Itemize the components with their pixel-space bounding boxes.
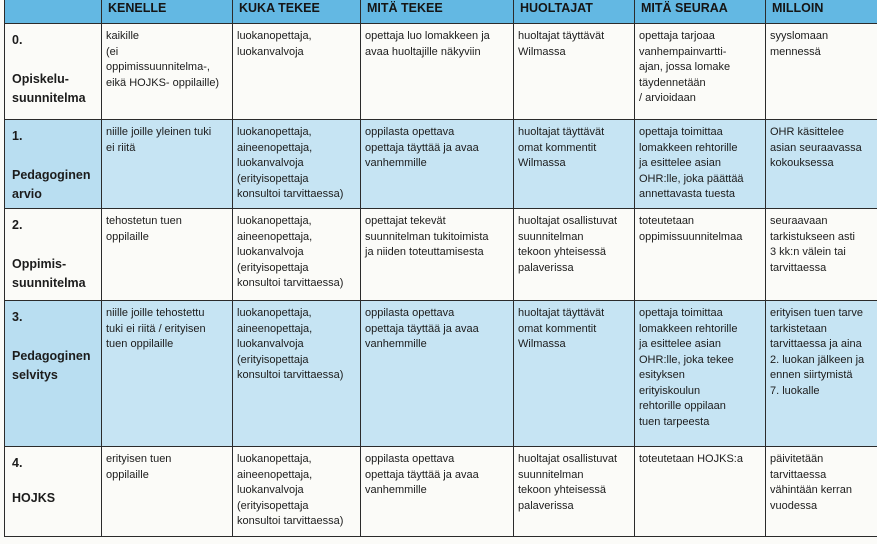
cell-line: luokanopettaja, [237, 126, 312, 138]
cell-line: huoltajat täyttävät [518, 126, 605, 138]
cell-line: suunnitelman [518, 230, 584, 243]
cell-line: vanhemmille [365, 484, 427, 496]
cell-line: aineenopettaja, [237, 141, 313, 154]
cell-line: tuen tarpeesta [639, 415, 710, 428]
cell-line: oppilaille [106, 230, 149, 243]
cell-line: huoltajat osallistuvat [518, 453, 618, 465]
cell-kuka [233, 120, 361, 209]
cell-line: opettaja toimittaa [639, 126, 723, 138]
cell-line: rehtorille oppilaan [639, 400, 726, 412]
cell-line: vuodessa [770, 499, 818, 512]
cell-line: vanhemmille [365, 157, 427, 169]
table-row [5, 24, 877, 120]
cell-line: avaa huoltajille näkyviin [365, 45, 481, 58]
cell-line: erityiskoulun [639, 384, 701, 397]
cell-line: erityisen tuen [106, 453, 172, 465]
stage-name: selvitys [12, 368, 58, 382]
cell-line: vanhempainvartti- [639, 45, 727, 58]
cell-line: OHR:lle, joka päättää [639, 172, 744, 185]
cell-line: ajan, jossa lomake [639, 61, 731, 73]
cell-line: tehostetun tuen [106, 215, 182, 227]
cell-line: (erityisopettaja [237, 353, 309, 366]
cell-line: konsultoi tarvittaessa) [237, 369, 344, 381]
cell-line: lomakkeen rehtorille [639, 141, 738, 154]
cell-line: aineenopettaja, [237, 230, 313, 243]
cell-line: omat kommentit [518, 141, 597, 154]
cell-line: huoltajat täyttävät [518, 30, 605, 42]
cell-line: toteutetaan [639, 215, 695, 227]
cell-milloin [766, 209, 877, 301]
stage-name: Oppimis- [12, 257, 67, 271]
cell-line: Wilmassa [518, 45, 566, 58]
cell-line: tarkistetaan [770, 322, 827, 335]
stage-number: 3. [12, 310, 23, 324]
cell-line: opettaja täyttää ja avaa [365, 322, 479, 335]
cell-line: tuen oppilaille [106, 338, 174, 350]
cell-line: Wilmassa [518, 338, 566, 350]
cell-line: luokanvalvoja [237, 484, 304, 496]
cell-line: oppilasta opettava [365, 307, 455, 319]
header-row [5, 0, 877, 24]
cell-kenelle [102, 24, 233, 120]
cell-kenelle [102, 120, 233, 209]
stage-cell [5, 209, 102, 301]
cell-line: omat kommentit [518, 322, 597, 335]
header-kenelle: KENELLE [102, 0, 233, 24]
cell-line: kokouksessa [770, 157, 834, 169]
table-row [5, 447, 877, 537]
stage-name: suunnitelma [12, 91, 86, 105]
table-row [5, 120, 877, 209]
cell-line: (erityisopettaja [237, 172, 309, 185]
cell-line: opettaja täyttää ja avaa [365, 141, 479, 154]
cell-line: oppilaille [106, 468, 149, 481]
cell-line: 3 kk:n välein tai [770, 246, 846, 258]
cell-line: OHR käsittelee [770, 126, 844, 138]
cell-kenelle [102, 447, 233, 537]
cell-seuraa [635, 120, 766, 209]
header-stage [5, 0, 102, 24]
cell-line: aineenopettaja, [237, 468, 313, 481]
cell-line: oppilasta opettava [365, 126, 455, 138]
stage-name: Pedagoginen [12, 168, 91, 182]
header-mita-tekee: MITÄ TEKEE [361, 0, 514, 24]
stage-cell [5, 24, 102, 120]
cell-huoltajat [514, 209, 635, 301]
stage-number: 0. [12, 33, 23, 47]
cell-seuraa [635, 24, 766, 120]
stage-name: Opiskelu- [12, 72, 69, 86]
cell-huoltajat [514, 120, 635, 209]
cell-line: täydennetään [639, 76, 706, 89]
cell-line: luokanopettaja, [237, 215, 312, 227]
cell-seuraa [635, 301, 766, 447]
cell-line: (erityisopettaja [237, 499, 309, 512]
cell-line: konsultoi tarvittaessa) [237, 188, 344, 200]
cell-line: tarvittaessa ja aina [770, 338, 862, 350]
cell-line: tarkistukseen asti [770, 230, 855, 243]
cell-line: OHR:lle, joka tekee [639, 353, 734, 366]
cell-line: mennessä [770, 45, 821, 58]
cell-line: päivitetään [770, 453, 824, 465]
stage-cell [5, 301, 102, 447]
cell-line: luokanvalvoja [237, 157, 304, 169]
cell-line: luokanopettaja, [237, 30, 312, 42]
cell-line: 2. luokan jälkeen ja [770, 353, 865, 366]
cell-line: niille joille yleinen tuki [106, 126, 212, 138]
stage-number: 1. [12, 129, 23, 143]
cell-line: seuraavaan [770, 215, 828, 227]
cell-line: ja esittelee asian [639, 157, 721, 169]
cell-line: oppimissuunnitelma-, [106, 61, 210, 73]
cell-huoltajat [514, 447, 635, 537]
cell-mita [361, 447, 514, 537]
cell-line: asian seuraavassa [770, 141, 862, 154]
cell-line: ei riitä [106, 141, 136, 154]
cell-line: palaverissa [518, 499, 574, 512]
cell-milloin [766, 301, 877, 447]
cell-line: Wilmassa [518, 157, 566, 169]
cell-seuraa [635, 209, 766, 301]
cell-line: luokanopettaja, [237, 307, 312, 319]
cell-line: konsultoi tarvittaessa) [237, 277, 344, 289]
cell-line: erityisen tuen tarve [770, 307, 863, 319]
cell-kuka [233, 301, 361, 447]
cell-mita [361, 120, 514, 209]
cell-line: suunnitelman [518, 468, 584, 481]
header-milloin: MILLOIN [766, 0, 877, 24]
stage-cell [5, 447, 102, 537]
table-row [5, 209, 877, 301]
cell-line: opettajat tekevät [365, 215, 446, 227]
cell-line: eikä HOJKS- oppilaille) [106, 76, 220, 89]
cell-milloin [766, 120, 877, 209]
cell-mita [361, 209, 514, 301]
cell-line: huoltajat osallistuvat [518, 215, 618, 227]
cell-seuraa [635, 447, 766, 537]
cell-milloin [766, 447, 877, 537]
cell-line: tarvittaessa [770, 468, 827, 481]
cell-line: palaverissa [518, 261, 574, 274]
cell-kuka [233, 209, 361, 301]
cell-line: aineenopettaja, [237, 322, 313, 335]
cell-line: kaikille [106, 30, 140, 42]
cell-line: luokanvalvoja [237, 246, 304, 258]
cell-line: tekoon yhteisessä [518, 246, 607, 258]
cell-line: opettaja luo lomakkeen ja [365, 30, 490, 42]
cell-line: niille joille tehostettu [106, 307, 205, 319]
cell-line: / arvioidaan [639, 92, 696, 104]
cell-kuka [233, 447, 361, 537]
cell-line: oppilasta opettava [365, 453, 455, 465]
cell-huoltajat [514, 24, 635, 120]
header-kuka-tekee: KUKA TEKEE [233, 0, 361, 24]
cell-line: 7. luokalle [770, 384, 820, 397]
cell-line: luokanvalvoja [237, 45, 304, 58]
header-huoltajat: HUOLTAJAT [514, 0, 635, 24]
cell-line: esityksen [639, 369, 685, 381]
cell-line: (ei [106, 45, 119, 58]
cell-line: ennen siirtymistä [770, 369, 853, 381]
stage-number: 4. [12, 456, 23, 470]
cell-line: tarvittaessa [770, 261, 827, 274]
cell-mita [361, 301, 514, 447]
cell-line: syyslomaan [770, 30, 829, 42]
stage-name: suunnitelma [12, 276, 86, 290]
header-mita-seuraa: MITÄ SEURAA [635, 0, 766, 24]
cell-line: opettaja toimittaa [639, 307, 723, 319]
cell-line: luokanopettaja, [237, 453, 312, 465]
stage-number: 2. [12, 218, 23, 232]
support-process-table [4, 0, 877, 537]
cell-huoltajat [514, 301, 635, 447]
cell-kenelle [102, 301, 233, 447]
cell-line: (erityisopettaja [237, 261, 309, 274]
cell-line: toteutetaan HOJKS:a [639, 453, 743, 465]
stage-cell [5, 120, 102, 209]
cell-line: vanhemmille [365, 338, 427, 350]
cell-line: luokanvalvoja [237, 338, 304, 350]
cell-mita [361, 24, 514, 120]
table-row [5, 301, 877, 447]
cell-milloin [766, 24, 877, 120]
cell-line: opettaja tarjoaa [639, 30, 715, 42]
stage-name: arvio [12, 187, 42, 201]
cell-line: huoltajat täyttävät [518, 307, 605, 319]
cell-line: vähintään kerran [770, 484, 852, 496]
cell-line: tekoon yhteisessä [518, 484, 607, 496]
stage-name: Pedagoginen [12, 349, 91, 363]
cell-line: suunnitelman tukitoimista [365, 230, 489, 243]
stage-name: HOJKS [12, 491, 56, 505]
cell-line: tuki ei riitä / erityisen [106, 322, 206, 335]
cell-kenelle [102, 209, 233, 301]
cell-kuka [233, 24, 361, 120]
cell-line: ja esittelee asian [639, 338, 721, 350]
cell-line: konsultoi tarvittaessa) [237, 515, 344, 527]
cell-line: opettaja täyttää ja avaa [365, 468, 479, 481]
cell-line: annettavasta tuesta [639, 188, 736, 200]
cell-line: oppimissuunnitelmaa [639, 230, 743, 243]
cell-line: ja niiden toteuttamisesta [365, 246, 484, 258]
cell-line: lomakkeen rehtorille [639, 322, 738, 335]
